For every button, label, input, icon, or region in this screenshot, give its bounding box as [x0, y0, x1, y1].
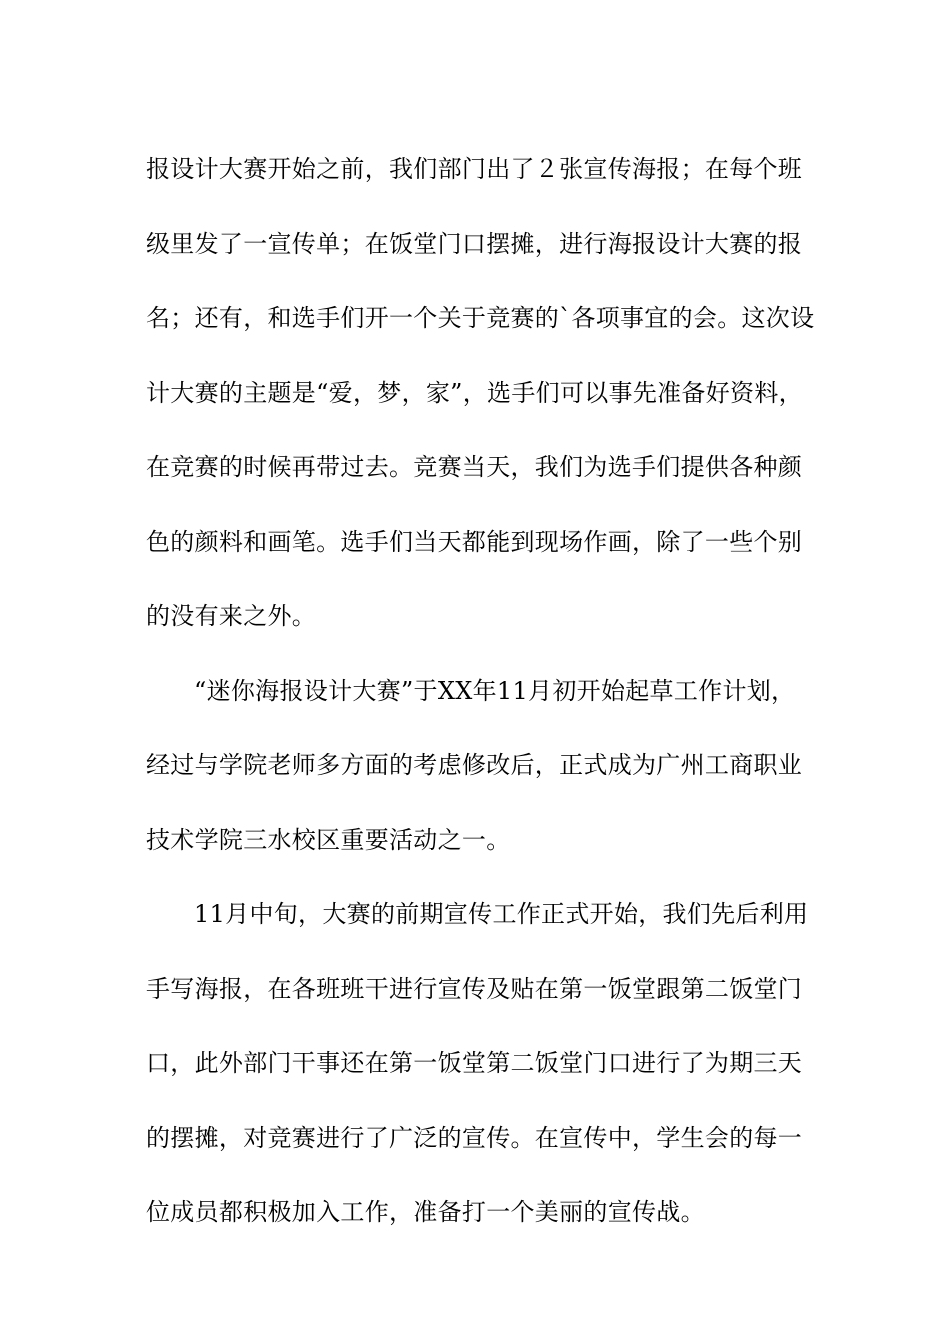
- paragraph-first-line: 11月中旬，大赛的前期宣传工作正式开始，我们先后利用: [194, 900, 809, 928]
- text-line: 报设计大赛开始之前，我们部门出了２张宣传海报；在每个班: [146, 155, 803, 183]
- text-line: 口，此外部门干事还在第一饭堂第二饭堂门口进行了为期三天: [146, 1049, 803, 1077]
- text-line: 级里发了一宣传单；在饭堂门口摆摊，进行海报设计大赛的报: [146, 229, 803, 258]
- paragraph-first-line: “迷你海报设计大赛”于XX年11月初开始起草工作计划，: [194, 676, 796, 705]
- text-line: 的没有来之外。: [146, 602, 317, 630]
- text-line: 位成员都积极加入工作，准备打一个美丽的宣传战。: [146, 1198, 705, 1226]
- text-line: 在竞赛的时候再带过去。竞赛当天，我们为选手们提供各种颜: [146, 453, 803, 481]
- text-line: 名；还有，和选手们开一个关于竞赛的`各项事宜的会。这次设: [146, 304, 815, 332]
- text-line: 的摆摊，对竞赛进行了广泛的宣传。在宣传中，学生会的每一: [146, 1123, 803, 1152]
- text-line: 技术学院三水校区重要活动之一。: [146, 825, 511, 854]
- text-line: 计大赛的主题是“爱，梦，家”，选手们可以事先准备好资料，: [146, 378, 803, 407]
- text-line: 手写海报，在各班班干进行宣传及贴在第一饭堂跟第二饭堂门: [146, 974, 803, 1003]
- text-line: 经过与学院老师多方面的考虑修改后，正式成为广州工商职业: [146, 751, 803, 779]
- document-body: [146, 132, 826, 1250]
- text-line: 色的颜料和画笔。选手们当天都能到现场作画，除了一些个别: [146, 527, 803, 556]
